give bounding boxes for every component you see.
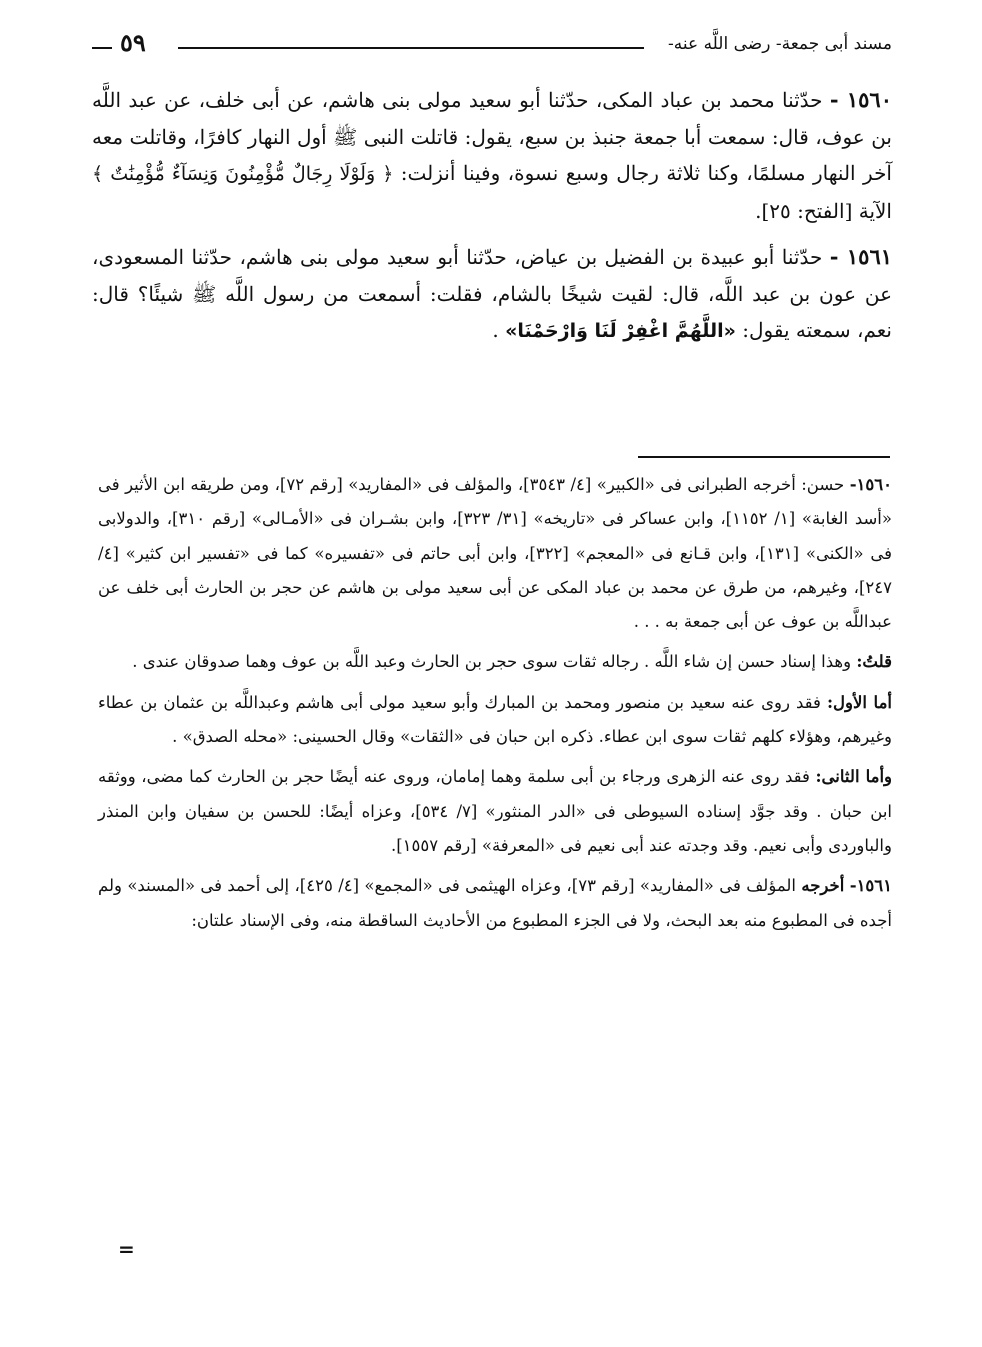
- comment-qultu: [98, 645, 892, 679]
- footnote-lead: أخرجه: [801, 876, 845, 896]
- footnotes: [98, 468, 892, 944]
- hadith-number: ١٥٦٠ -: [829, 87, 892, 112]
- header-rule-short: [92, 47, 112, 49]
- comment-text: فقد روى عنه سعيد بن منصور ومحمد بن المبارك وأبو سعيد مولى أبى هاشم وعبداللَّه بن عثمان بن عطاء وغيرهم، وهؤلاء كلهم ثقات سوى ابن عطاء. ذكره ابن حبان فى «الثقات» وقال الحسينى: «محله الصدق» .: [98, 692, 892, 747]
- running-header: [92, 30, 892, 66]
- footnote-1561: [98, 869, 892, 938]
- footnote-text: المؤلف فى «المفاريد» [رقم ٧٣]، وعزاه الهيثمى فى «المجمع» [٤/ ٤٢٥]، إلى أحمد فى «المسند» ولم أجده فى المطبوع منه بعد البحث، ولا فى الجزء المطبوع من الأحاديث الساقطة منه، وفى الإسناد علتان:: [98, 876, 892, 930]
- comment-text: وهذا إسناد حسن إن شاء اللَّه . رجاله ثقات سوى حجر بن الحارث وعبد اللَّه بن عوف وهما صدوقان عندى .: [132, 652, 852, 672]
- hadith-number: ١٥٦١ -: [829, 244, 893, 269]
- comment-text: فقد روى عنه الزهرى ورجاء بن أبى سلمة وهما إمامان، وروى عنه أيضًا حجر بن الحارث كما مضى، ووثقه ابن حبان . وقد جوَّد إسناده السيوطى فى «الدر المنثور» [٧/ ٥٣٤]، وعزاه أيضًا: للحسن بن سفيان وابن المنذر والباوردى وأبى نعيم. وقد وجدته عند أبى نعيم فى «المعرفة» [رقم ١٥٥٧].: [98, 767, 893, 855]
- footnote-1560: [98, 468, 892, 639]
- page-number: ٥٩: [120, 28, 146, 57]
- comment-second-narrator: [98, 760, 892, 863]
- main-text: [92, 82, 892, 360]
- comment-lead: وأما الثانى:: [815, 767, 893, 787]
- footnote-divider: [638, 456, 890, 458]
- hadith-text: حدّثنا محمد بن عباد المكى، حدّثنا أبو سعيد مولى بنى هاشم، عن أبى خلف، عن عبد اللَّه بن عوف، قال: سمعت أبا جمعة جنبذ بن سبع، يقول: قاتلت النبى ﷺ أول النهار كافرًا، وقاتلت معه آخر النهار مسلمًا، وكنا ثلاثة رجال وسبع نسوة، وفينا أنزلت:: [92, 88, 892, 185]
- footnote-number: ١٥٦١-: [849, 876, 893, 896]
- header-title: مسند أبى جمعة- رضى اللَّه عنه-: [668, 34, 892, 54]
- comment-lead: قلتُ:: [856, 652, 892, 672]
- prophetic-saying: «اللَّهُمَّ اغْفِرْ لَنَا وَارْحَمْنَا»: [505, 320, 736, 342]
- comment-first-narrator: [98, 686, 892, 755]
- hadith-1561: [92, 239, 892, 350]
- comment-lead: أما الأول:: [826, 692, 892, 712]
- hadith-1560: [92, 82, 892, 229]
- header-rule: [178, 47, 644, 49]
- footnote-number: ١٥٦٠-: [849, 475, 892, 494]
- continuation-mark: =: [118, 1237, 135, 1261]
- hadith-text: حدّثنا أبو عبيدة بن الفضيل بن عياض، حدّثنا أبو سعيد مولى بنى هاشم، حدّثنا المسعودى، عن عون بن عبد اللَّه، قال: لقيت شيخًا بالشام، فقلت: أسمعت من رسول اللَّه ﷺ شيئًا؟ قال: نعم، سمعته يقول:: [92, 245, 892, 342]
- footnote-text: حسن: أخرجه الطبرانى فى «الكبير» [٤/ ٣٥٤٣]، والمؤلف فى «المفاريد» [رقم ٧٢]، ومن طريقه ابن الأثير فى «أسد الغابة» [١/ ١١٥٢]، وابن عساكر فى «تاريخه» [٣١/ ٣٢٣]، وابن بشـران فى «الأمـالى» [رقم ٣١٠]، والدولابى فى «الكنى» [١٣١]، وابن قـانع فى «المعجم» [٣٢٢]، وابن أبى حاتم فى «تفسيره» كما فى «تفسير ابن كثير» [٤/ ٢٤٧]، وغيرهم، من طرق عن محمد بن عباد المكى عن أبى سعيد مولى بن هاشم عن حجر بن الحارث أبى خلف عن عبداللَّه بن عوف عن أبى جمعة به . . .: [98, 475, 892, 632]
- quran-verse: ﴿ وَلَوْلَا رِجَالٌ مُّؤْمِنُونَ وَنِسَآءٌ مُّؤْمِنَٰتٌ ﴾: [92, 163, 394, 185]
- hadith-tail: .: [492, 318, 499, 342]
- hadith-tail: الآية [الفتح: ٢٥].: [755, 198, 892, 223]
